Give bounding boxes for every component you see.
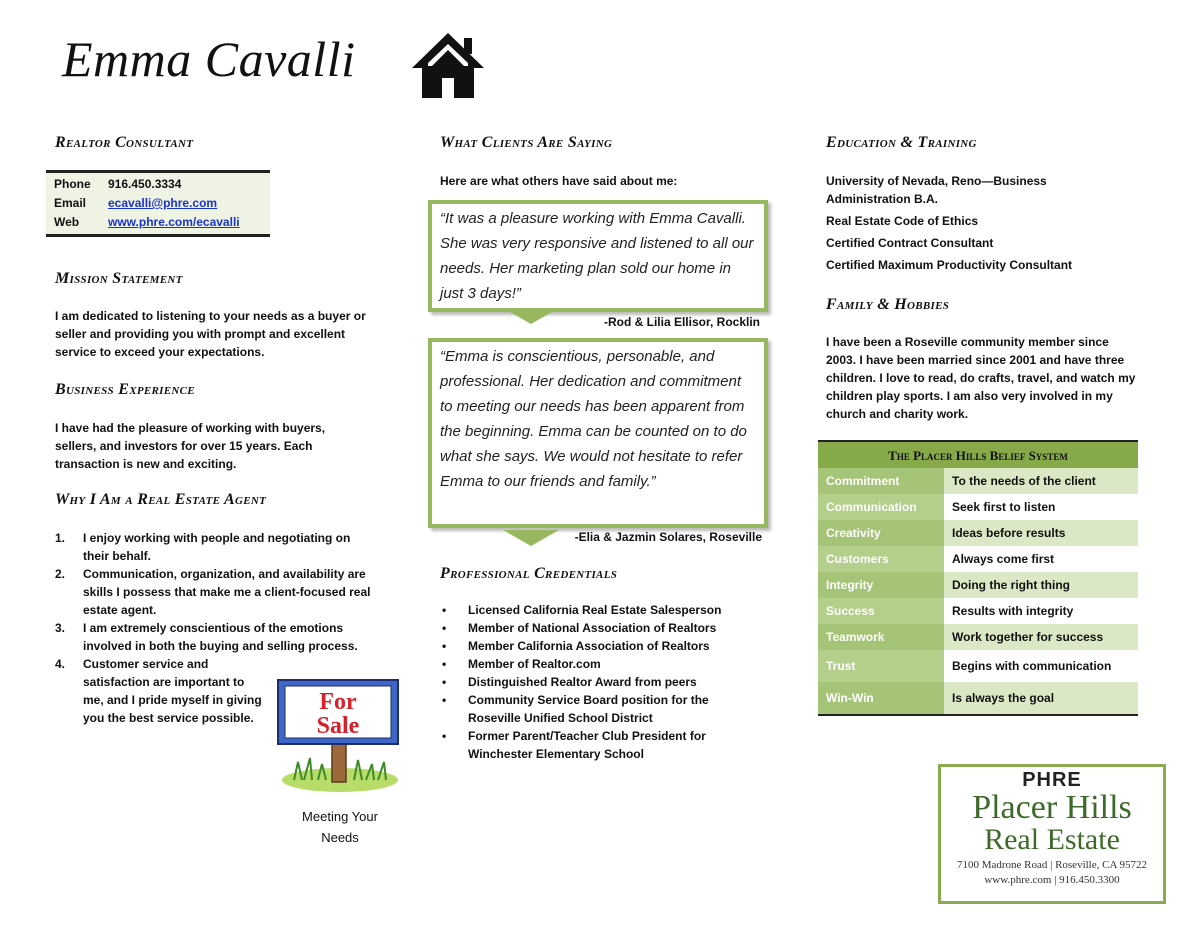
clients-heading: What Clients Are Saying bbox=[440, 134, 613, 151]
table-row: Customers Always come first bbox=[818, 546, 1138, 572]
business-text: I have had the pleasure of working with buyers, sellers, and investors for over 15 years. Each transaction is new and exciting. bbox=[55, 421, 326, 471]
contact-box bbox=[46, 170, 270, 237]
logo-address: 7100 Madrone Road | Roseville, CA 95722 bbox=[956, 859, 1148, 871]
table-row: Teamwork Work together for success bbox=[818, 624, 1138, 650]
logo-contact: www.phre.com | 916.450.3300 bbox=[984, 874, 1120, 886]
phre-logo bbox=[938, 764, 1166, 904]
table-row: Win-Win Is always the goal bbox=[818, 682, 1138, 714]
quote-tail-1 bbox=[503, 308, 559, 324]
phone-value: 916.450.3334 bbox=[108, 177, 182, 191]
list-item: 1. I enjoy working with people and negotiating on their behalf. bbox=[55, 531, 351, 563]
agent-name: Emma Cavalli bbox=[62, 31, 356, 87]
realtor-consultant-heading: Realtor Consultant bbox=[55, 134, 194, 151]
table-row: Trust Begins with communication bbox=[818, 650, 1138, 682]
list-item: • Distinguished Realtor Award from peers bbox=[440, 673, 740, 691]
list-item: • Former Parent/Teacher Club President for Winchester Elementary School bbox=[440, 727, 740, 763]
phone-label: Phone bbox=[54, 177, 91, 191]
list-item: Real Estate Code of Ethics bbox=[826, 214, 979, 228]
table-row: Integrity Doing the right thing bbox=[818, 572, 1138, 598]
business-heading: Business Experience bbox=[55, 381, 195, 398]
logo-abbrev: PHRE bbox=[1022, 769, 1082, 791]
table-row: Creativity Ideas before results bbox=[818, 520, 1138, 546]
email-label: Email bbox=[54, 196, 87, 210]
testimonial-attrib-2: -Elia & Jazmin Solares, Roseville bbox=[574, 530, 762, 544]
belief-table-title: The Placer Hills Belief System bbox=[818, 442, 1138, 468]
logo-line1: Placer Hills bbox=[972, 789, 1132, 826]
sign-caption: Meeting Your Needs bbox=[302, 809, 378, 845]
list-item: Certified Contract Consultant bbox=[826, 236, 994, 250]
why-heading: Why I Am a Real Estate Agent bbox=[55, 491, 267, 508]
list-item: 2. Communication, organization, and availability are skills I possess that make me a client-focused real estate agent. bbox=[55, 567, 371, 617]
house-icon bbox=[408, 30, 488, 100]
list-item: University of Nevada, Reno—Business Administration B.A. bbox=[826, 174, 1047, 206]
table-row: Success Results with integrity bbox=[818, 598, 1138, 624]
sign-for-text: For bbox=[319, 689, 357, 715]
education-heading: Education & Training bbox=[826, 134, 977, 151]
clients-intro: Here are what others have said about me: bbox=[440, 174, 678, 188]
list-item: • Licensed California Real Estate Salesperson bbox=[440, 601, 740, 619]
list-item: • Member of National Association of Realtors bbox=[440, 619, 740, 637]
list-item: • Member California Association of Realtors bbox=[440, 637, 740, 655]
testimonial-quote-2: “Emma is conscientious, personable, and professional. Her dedication and commitment to meeting our needs has been apparent from the beginning. Emma can be counted on to do what she says. We would not hesitate to refer Emma to our friends and family.” bbox=[428, 338, 768, 528]
family-heading: Family & Hobbies bbox=[826, 296, 950, 313]
testimonial-attrib-1: -Rod & Lilia Ellisor, Rocklin bbox=[603, 315, 760, 329]
belief-system-table bbox=[818, 440, 1138, 716]
list-item: Certified Maximum Productivity Consultant bbox=[826, 258, 1073, 272]
belief-rows bbox=[818, 468, 1138, 714]
list-item: 3. I am extremely conscientious of the emotions involved in both the buying and selling process. bbox=[55, 621, 358, 653]
for-sale-sign-icon bbox=[274, 676, 406, 796]
table-row: Communication Seek first to listen bbox=[818, 494, 1138, 520]
table-row: Commitment To the needs of the client bbox=[818, 468, 1138, 494]
logo-line2: Real Estate bbox=[984, 823, 1120, 856]
list-item: 4. Customer service and satisfaction are important to me, and I pride myself in giving you the best service possible. bbox=[55, 657, 262, 725]
education-list bbox=[826, 172, 1076, 274]
web-link[interactable]: www.phre.com/ecavalli bbox=[108, 215, 240, 229]
credentials-heading: Professional Credentials bbox=[440, 565, 618, 582]
testimonial-quote-1: “It was a pleasure working with Emma Cavalli. She was very responsive and listened to all our needs. Her marketing plan sold our home in just 3 days!” bbox=[428, 200, 768, 312]
mission-heading: Mission Statement bbox=[55, 270, 183, 287]
email-link[interactable]: ecavalli@phre.com bbox=[108, 196, 218, 210]
list-item: • Community Service Board position for the Roseville Unified School District bbox=[440, 691, 740, 727]
mission-text: I am dedicated to listening to your needs as a buyer or seller and providing you with prompt and excellent service to exceed your expectations. bbox=[55, 309, 366, 359]
web-label: Web bbox=[54, 215, 80, 229]
family-text: I have been a Roseville community member since 2003. I have been married since 2001 and have three children. I love to read, do crafts, travel, and watch my children play sports. I am also very involved in my church and charity work. bbox=[826, 335, 1136, 421]
sign-sale-text: Sale bbox=[316, 713, 360, 739]
list-item: • Member of Realtor.com bbox=[440, 655, 740, 673]
credentials-list bbox=[440, 601, 740, 763]
